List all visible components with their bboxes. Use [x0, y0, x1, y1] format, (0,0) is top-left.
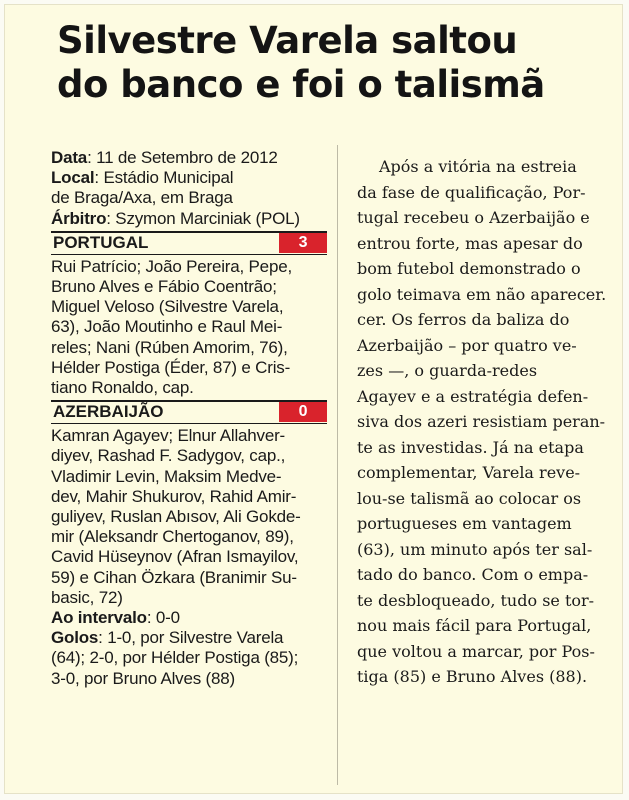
newspaper-clipping: [4, 4, 623, 794]
venue-row: [51, 168, 327, 188]
article-line: Após a vitória na estreia: [379, 157, 577, 176]
halftime-value: : 0-0: [146, 608, 180, 628]
azerbaijao-lineup: [51, 426, 327, 608]
article-line: bom futebol demonstrado o: [357, 259, 581, 278]
goals-label: Golos: [51, 628, 99, 648]
lineup-line: Rui Patrício; João Pereira, Pepe,: [51, 256, 292, 276]
lineup-line: tiano Ronaldo, cap.: [51, 378, 194, 398]
goals-value: : 1-0, por Silvestre Varela: [98, 628, 284, 648]
referee-label: Árbitro: [51, 208, 107, 228]
azerbaijao-team-name: AZERBAIJÃO: [53, 402, 164, 422]
lineup-line: Cavid Hüseynov (Afran Ismayilov,: [51, 547, 299, 567]
halftime-row: [51, 608, 327, 628]
date-label: Data: [51, 148, 88, 167]
lineup-line: basic, 72): [51, 587, 123, 607]
date-value: : 11 de Setembro de 2012: [87, 148, 278, 167]
column-divider: [337, 145, 338, 785]
lineup-line: Kamran Agayev; Elnur Allahver-: [51, 426, 286, 446]
lineup-line: guliyev, Ruslan Abısov, Ali Gokde-: [51, 507, 301, 527]
article-line: siva dos azeri resistiam peran-: [357, 412, 606, 431]
venue-row-cont: de Braga/Axa, em Braga: [51, 188, 233, 208]
portugal-lineup: [51, 257, 327, 398]
article-line: zes —, o guarda-redes: [357, 361, 538, 380]
headline: [57, 19, 617, 107]
article-line: golo teimava em não aparecer.: [357, 284, 607, 304]
article-body: [357, 154, 607, 690]
venue-label: Local: [51, 168, 95, 188]
portugal-score-badge: 3: [279, 233, 327, 253]
lineup-line: Vladimir Levin, Maksim Medve-: [51, 466, 282, 486]
headline-line-1: Silvestre Varela saltou: [57, 19, 518, 62]
referee-value: : Szymon Marciniak (POL): [106, 208, 300, 228]
portugal-team-bar: [51, 231, 327, 255]
lineup-line: diyev, Rashad F. Sadygov, cap.,: [51, 446, 286, 466]
match-sheet: [51, 148, 327, 689]
article-line: (63), um minuto após ter sal-: [357, 539, 593, 559]
lineup-line: 63), João Moutinho e Raul Mei-: [51, 317, 283, 337]
lineup-line: Bruno Alves e Fábio Coentrão;: [51, 277, 277, 297]
lineup-line: reles; Nani (Rúben Amorim, 76),: [51, 337, 288, 357]
article-line: tugal recebeu o Azerbaijão e: [357, 208, 590, 227]
lineup-line: dev, Mahir Shukurov, Rahid Amir-: [51, 486, 297, 506]
article-line: complementar, Varela reve-: [357, 463, 581, 482]
article-line: lou-se talismã ao colocar os: [357, 488, 582, 508]
article-line: te as investidas. Já na etapa: [357, 437, 584, 457]
article-line: te desbloqueado, tudo se tor-: [357, 590, 595, 610]
halftime-label: Ao intervalo: [51, 608, 147, 628]
date-row: [51, 148, 327, 168]
article-line: da fase de qualificação, Por-: [357, 182, 586, 202]
article-line: portugueses em vantagem: [357, 514, 572, 533]
lineup-line: Hélder Postiga (Éder, 87) e Cris-: [51, 357, 291, 377]
article-line: Azerbaijão – por quatro ve-: [357, 335, 577, 355]
referee-row: [51, 209, 327, 229]
article-line: entrou forte, mas apesar do: [357, 233, 583, 253]
article-line: Agayev e a estratégia defen-: [357, 386, 589, 406]
lineup-line: Miguel Veloso (Silvestre Varela,: [51, 297, 284, 317]
article-line: tiga (85) e Bruno Alves (88).: [357, 667, 588, 686]
article-line: nou mais fácil para Portugal,: [357, 616, 592, 635]
azerbaijao-score-badge: 0: [279, 402, 327, 422]
lineup-line: mir (Aleksandr Chertoganov, 89),: [51, 527, 294, 547]
goals-row: [51, 628, 327, 648]
goals-row-cont: 3-0, por Bruno Alves (88): [51, 668, 235, 688]
article-line: tado do banco. Com o empa-: [357, 565, 589, 584]
article-line: que voltou a marcar, por Pos-: [357, 641, 595, 661]
azerbaijao-team-bar: [51, 400, 327, 424]
venue-value: : Estádio Municipal: [94, 168, 234, 188]
portugal-team-name: PORTUGAL: [53, 232, 149, 252]
headline-line-2: do banco e foi o talismã: [57, 63, 545, 106]
goals-row-cont: (64); 2-0, por Hélder Postiga (85);: [51, 648, 299, 668]
lineup-line: 59) e Cihan Özkara (Branimir Su-: [51, 567, 297, 587]
article-line: cer. Os ferros da baliza do: [357, 310, 570, 329]
